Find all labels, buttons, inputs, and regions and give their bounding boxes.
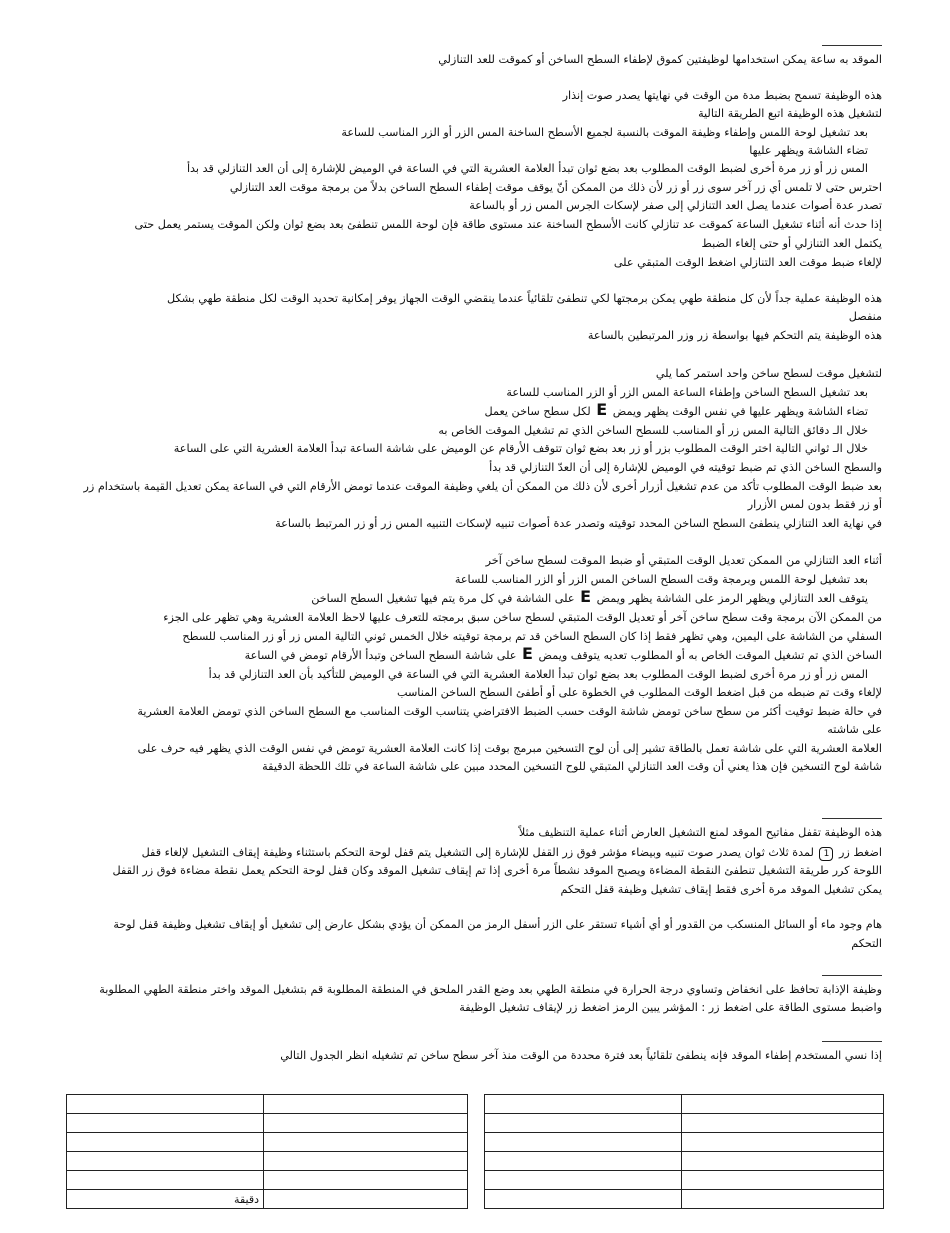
sec5-line-5: هام وجود ماء أو السائل المنسكب من القدور أو أي أشياء تستقر على الزر أسفل الرمز من الممكن أن يؤدي بشكل عارض إلى تشغيل أو إيقاف تشغيل وظيفة قفل لوحة xyxy=(113,918,882,931)
sec5-line-6: التحكم xyxy=(851,937,882,950)
table-row xyxy=(67,1152,468,1171)
auto-off-table-right xyxy=(484,1094,884,1209)
sec3-line-8: أو زر فقط بدون لمس الأزرار xyxy=(747,498,882,511)
sec2-line-2: منفصل xyxy=(848,310,882,323)
sec4-line-3 xyxy=(60,587,868,606)
sec3-line-5: خلال الـ ثواني التالية اختر الوقت المطلوب بزر أو زر بعد بضع ثوان تتوقف الأرقام عن الوميض على شاشة الساعة تبدأ العلامة العشرية التي على الساعة xyxy=(173,442,868,455)
sec1-line-10: يكتمل العد التنازلي أو حتى إلغاء الضبط xyxy=(701,237,882,250)
sec5-line-1: هذه الوظيفة تقفل مفاتيح الموقد لمنع التشغيل العارض أثناء عملية التنظيف مثلاً xyxy=(518,826,882,839)
table-row xyxy=(67,1171,468,1190)
sec3-line-9: في نهاية العد التنازلي ينطفئ السطح الساخن المحدد توقيته وتصدر عدة أصوات تنبيه لإسكات التنبيه المس زر أو زر المرتبط بالساعة xyxy=(275,517,882,530)
sec1-line-7: احترس حتى لا تلمس أي زر آخر سوى زر أو زر لأن ذلك من الممكن أنّ يوقف موقت إطفاء السطح الساخن بدلاً من برمجة موقت العد التنازلي xyxy=(229,181,882,194)
sec2-line-3: هذه الوظيفة يتم التحكم فيها بواسطة زر وزر المرتبطين بالساعة xyxy=(587,329,882,342)
table-row xyxy=(67,1133,468,1152)
table-row xyxy=(485,1152,884,1171)
sec4-line-2: بعد تشغيل لوحة اللمس وبرمجة وقت السطح الساخن المس الزر أو الزر المناسب للساعة xyxy=(454,573,868,586)
sec1-line-2: هذه الوظيفة تسمح بضبط مدة من الوقت في نهايتها يصدر صوت إنذار xyxy=(562,89,882,102)
sec1-line-11: لإلغاء ضبط موقت العد التنازلي اضغط الوقت المتبقي على xyxy=(613,256,882,269)
sec4-line-7: المس زر أو زر مرة أخرى لضبط الوقت المطلوب بعد بضع ثوان تبدأ العلامة العشرية التي في الساعة في الوميض للتأكيد بأن العد التنازلي قد بدأ xyxy=(208,668,868,681)
sec3-line-7: بعد ضبط الوقت المطلوب تأكد من عدم تشغيل أزرار أخرى لأن ذلك من الممكن أن يلغي وظيفة الموقت عندما تومض الأرقام التي في الساعة يمكن تعديل القيمة باستخدام زر xyxy=(83,480,882,493)
flashing-symbol-icon: E xyxy=(580,587,592,606)
section-rule xyxy=(822,818,882,819)
auto-off-table-left xyxy=(66,1094,468,1209)
sec4-line-11: العلامة العشرية التي على شاشة تعمل بالطاقة تشير إلى أن لوح التسخين مبرمج بوقت إذا كانت العلامة العشرية تومض في نفس الوقت الذي يظهر فيه حرف على xyxy=(137,742,882,755)
table-row xyxy=(67,1190,468,1209)
sec6-line-2: واضبط مستوى الطاقة على اضغط زر : المؤشر يبين الرمز اضغط زر لإيقاف تشغيل الوظيفة xyxy=(459,1001,882,1014)
table-row xyxy=(485,1133,884,1152)
flashing-symbol-icon: E xyxy=(522,644,533,663)
sec4-line-9: في حالة ضبط توقيت أكثر من سطح ساخن تومض شاشة الوقت حسب الضبط الافتراضي يتناسب الوقت المناسب مع السطح الساخن الذي تومض العلامة العشرية xyxy=(137,705,882,718)
sec3-line-6: والسطح الساخن الذي تم ضبط توقيته في الوميض للإشارة إلى أن العدّ التنازلي قد بدأ xyxy=(489,461,882,474)
section-rule xyxy=(822,975,882,976)
sec1-line-6: المس زر أو زر مرة أخرى لضبط الوقت المطلوب بعد بضع ثوان تبدأ العلامة العشرية التي في الساعة في الوميض للإشارة إلى أن العد التنازلي قد بدأ xyxy=(186,162,868,175)
sec5-line-2 xyxy=(60,846,882,861)
sec1-line-3: لتشغيل هذه الوظيفة اتبع الطريقة التالية xyxy=(698,107,882,120)
minute-unit-label: دقيقة xyxy=(234,1192,259,1206)
flashing-symbol-icon: E xyxy=(596,400,608,419)
sec4-line-6-end: على شاشة السطح الساخن وتبدأ الأرقام تومض في الساعة xyxy=(244,649,517,662)
sec4-line-4: من الممكن الآن برمجة وقت سطح ساخن آخر أو تعديل الوقت المتبقي لسطح ساخن سبق برمجته للتعرف عليها لاحظ العلامة العشرية وهي تظهر على الجزء xyxy=(163,611,882,624)
table-row xyxy=(485,1190,884,1209)
sec4-line-6-start: الساخن الذي تم تشغيل الموقت الخاص به أو المطلوب تعديه يتوقف ويمض xyxy=(538,649,882,662)
table-row xyxy=(67,1114,468,1133)
table-row xyxy=(485,1095,884,1114)
sec3-line-3-end: لكل سطح ساخن يعمل xyxy=(484,405,591,418)
sec5-line-3: اللوحة كرر طريقة التشغيل تنطفئ النقطة المضاءة ويصبح الموقد نشطاً مرة أخرى إذا تم إيقاف تشغيل الموقد وكان قفل لوحة التحكم يعمل نقطة مضاءة فوق زر القفل xyxy=(112,864,882,877)
sec4-line-6 xyxy=(60,644,882,663)
table-row xyxy=(485,1171,884,1190)
sec3-line-1: لتشغيل موقت لسطح ساخن واحد استمر كما يلي xyxy=(655,367,882,380)
sec3-line-2: بعد تشغيل السطح الساخن وإطفاء الساعة المس الزر أو الزر المناسب للساعة xyxy=(506,386,868,399)
section-rule xyxy=(822,1041,882,1042)
sec1-line-1: الموقد به ساعة يمكن استخدامها لوظيفتين كموق لإطفاء السطح الساخن أو كموقت للعد التنازلي xyxy=(438,53,882,66)
sec4-line-8: لإلغاء وقت تم ضبطه من قبل اضغط الوقت المطلوب في الخطوة على أو أطفئ السطح الساخن المناسب xyxy=(396,686,882,699)
lock-key-icon: 1 xyxy=(819,847,833,861)
sec1-line-4: بعد تشغيل لوحة اللمس وإطفاء وظيفة الموقت بالنسبة لجميع الأسطح الساخنة المس الزر أو الزر المناسب للساعة xyxy=(341,126,868,139)
sec2-line-1: هذه الوظيفة عملية جداً لأن كل منطقة طهي يمكن برمجتها لكي تنطفئ تلقائياً عندما ينقضي الوقت الجهاز يوفر إمكانية تحديد الوقت لكل منطقة طهي بشكل xyxy=(166,292,882,305)
sec4-line-12: شاشة لوح التسخين فإن هذا يعني أن وقت العد التنازلي المتبقي للوح التسخين المحدد مبين على شاشة الساعة في تلك اللحظة الدقيقة xyxy=(262,760,882,773)
sec7-line-1: إذا نسي المستخدم إطفاء الموقد فإنه ينطفئ تلقائياً بعد فترة محددة من الوقت منذ آخر سطح ساخن تم تشغيله انظر الجدول التالي xyxy=(280,1049,882,1062)
sec1-line-5: تضاء الشاشة ويظهر عليها xyxy=(749,144,868,157)
table-row xyxy=(485,1114,884,1133)
sec4-line-10: على شاشته xyxy=(827,723,882,736)
sec5-line-2-start: اضغط زر xyxy=(839,846,882,859)
sec4-line-3-end: على الشاشة في كل مرة يتم فيها تشغيل السطح الساخن xyxy=(311,592,575,605)
sec4-line-1: أثناء العد التنازلي من الممكن تعديل الوقت المتبقي أو ضبط الموقت لسطح ساخن آخر xyxy=(485,554,882,567)
section-rule xyxy=(822,45,882,46)
sec1-line-9: إذا حدث أنه أثناء تشغيل الساعة كموقت عد تنازلي كانت الأسطح الساخنة عند مستوى طاقة فإن لوحة اللمس تنطفئ بعد بضع ثوان ولكن الموقت يستمر يعمل حتى xyxy=(134,218,882,231)
sec3-line-4: خلال الـ دقائق التالية المس زر أو المناسب للسطح الساخن الذي تم تشغيل الموقت الخاص به xyxy=(438,424,868,437)
table-row xyxy=(67,1095,468,1114)
sec6-line-1: وظيفة الإذابة تحافظ على انخفاض وتساوي درجة الحرارة في منطقة الطهي بعد وضع القدر الملحق في المنطقة المطلوبة قم بتشغيل الموقد واختر منطقة الطهي المطلوبة xyxy=(99,983,882,996)
sec5-line-2-end: لمدة ثلاث ثوان يصدر صوت تنبيه وبيضاء مؤشر فوق زر القفل للإشارة إلى التشغيل يتم قفل لوحة التحكم باستثناء وظيفة إيقاف التشغيل لإلغاء قفل xyxy=(141,846,814,859)
sec1-line-8: تصدر عدة أصوات عندما يصل العد التنازلي إلى صفر لإسكات الجرس المس زر أو بالساعة xyxy=(469,199,882,212)
sec3-line-3-start: تضاء الشاشة ويظهر عليها في نفس الوقت يظهر ويمض xyxy=(612,405,868,418)
sec5-line-4: يمكن تشغيل الموقد مرة أخرى فقط إيقاف تشغيل وظيفة قفل التحكم xyxy=(560,883,882,896)
sec4-line-3-start: يتوقف العد التنازلي ويظهر الرمز على الشاشة يظهر ويمض xyxy=(596,592,868,605)
sec4-line-5: السفلي من الشاشة على اليمين، وهي تظهر فقط إذا كان السطح الساخن قد تم برمجة توقيته خلال الخمس ثوني التالية المس زر أو زر المناسب للسطح xyxy=(182,630,882,643)
sec3-line-3 xyxy=(60,400,868,419)
